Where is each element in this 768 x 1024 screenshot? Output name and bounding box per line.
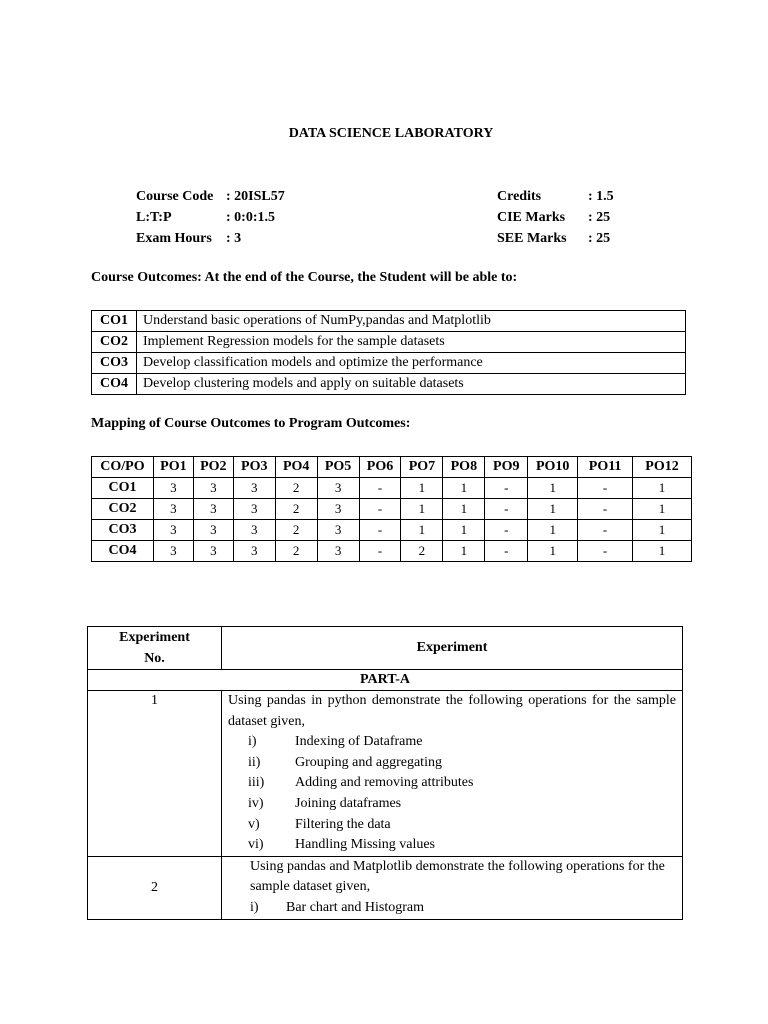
experiments-table (87, 626, 683, 920)
header-line: Experiment (119, 630, 190, 645)
table-header-row (92, 457, 692, 478)
co-po-mapping-table (91, 456, 692, 562)
table-cell: 1 (633, 499, 692, 520)
column-header: PO10 (528, 457, 578, 478)
table-cell: - (485, 520, 528, 541)
table-row (92, 353, 686, 374)
table-cell: - (485, 541, 528, 562)
table-cell: 1 (443, 520, 485, 541)
experiment-no-header (88, 627, 222, 670)
part-a-label: PART-A (88, 670, 683, 691)
table-row (92, 541, 692, 562)
item-text: Filtering the data (295, 816, 391, 832)
table-cell: 1 (633, 478, 692, 499)
table-cell: - (578, 499, 633, 520)
experiment-intro: Using pandas in python demonstrate the following operations for the sample dataset given, (228, 693, 676, 729)
column-header: PO7 (401, 457, 443, 478)
table-cell: 3 (317, 478, 359, 499)
table-cell: 3 (233, 499, 275, 520)
table-row (88, 856, 683, 919)
experiment-description (222, 856, 683, 919)
list-item (228, 815, 676, 836)
table-cell: 3 (233, 541, 275, 562)
table-cell: 2 (275, 499, 317, 520)
table-cell: 3 (153, 478, 193, 499)
table-row (88, 691, 683, 857)
co-code: CO3 (92, 353, 137, 374)
item-text: Handling Missing values (295, 837, 435, 853)
ltp-row (136, 207, 285, 228)
column-header: PO8 (443, 457, 485, 478)
table-cell: 3 (193, 499, 233, 520)
table-row (92, 311, 686, 332)
table-row (92, 499, 692, 520)
table-cell: 1 (443, 478, 485, 499)
table-cell: 3 (153, 499, 193, 520)
list-item (228, 794, 676, 815)
info-value: : 20ISL57 (226, 189, 285, 204)
item-numeral: vi) (248, 837, 264, 853)
row-header: CO4 (92, 541, 154, 562)
mapping-heading: Mapping of Course Outcomes to Program Outcomes: (91, 416, 411, 431)
table-cell: 3 (233, 478, 275, 499)
table-cell: 3 (153, 520, 193, 541)
experiment-number: 1 (88, 691, 222, 857)
column-header: PO6 (359, 457, 401, 478)
co-code: CO1 (92, 311, 137, 332)
info-label: Course Code (136, 189, 214, 204)
experiment-2-text (222, 857, 682, 919)
item-numeral: iii) (248, 775, 265, 791)
row-header: CO2 (92, 499, 154, 520)
list-item (228, 732, 676, 753)
info-value: : 25 (588, 210, 611, 225)
table-cell: 1 (443, 499, 485, 520)
table-row (92, 478, 692, 499)
table-cell: 1 (528, 478, 578, 499)
exam-hours-row (136, 228, 285, 249)
info-value: : 0:0:1.5 (226, 210, 275, 225)
co-description: Develop clustering models and apply on suitable datasets (137, 374, 686, 395)
table-cell: - (578, 478, 633, 499)
co-code: CO2 (92, 332, 137, 353)
info-value: : 1.5 (588, 189, 614, 204)
credits-row (497, 186, 614, 207)
table-cell: - (359, 520, 401, 541)
experiment-intro: Using pandas and Matplotlib demonstrate the following operations for the sample dataset given, (250, 858, 665, 895)
item-numeral: v) (248, 816, 260, 832)
column-header: PO2 (193, 457, 233, 478)
info-label: Exam Hours (136, 231, 212, 246)
table-cell: 1 (401, 520, 443, 541)
table-cell: 3 (317, 520, 359, 541)
table-cell: 3 (233, 520, 275, 541)
list-item (228, 773, 676, 794)
course-info-left (136, 186, 285, 249)
table-cell: 2 (275, 478, 317, 499)
co-description: Implement Regression models for the sample datasets (137, 332, 686, 353)
table-cell: 3 (317, 499, 359, 520)
list-item (250, 898, 676, 919)
table-cell: 3 (317, 541, 359, 562)
cie-marks-row (497, 207, 614, 228)
header-line: No. (144, 651, 165, 666)
experiment-1-text (222, 691, 682, 856)
item-text: Grouping and aggregating (295, 754, 442, 770)
see-marks-row (497, 228, 614, 249)
table-row (92, 374, 686, 395)
table-cell: 3 (193, 541, 233, 562)
info-label: Credits (497, 189, 542, 204)
table-cell: 1 (633, 541, 692, 562)
column-header: CO/PO (92, 457, 154, 478)
experiment-header: Experiment (222, 627, 683, 670)
table-row (92, 332, 686, 353)
table-cell: 1 (633, 520, 692, 541)
table-cell: 3 (193, 520, 233, 541)
info-label: CIE Marks (497, 210, 566, 225)
course-info-right (497, 186, 614, 249)
part-row (88, 670, 683, 691)
document-title: DATA SCIENCE LABORATORY (288, 126, 494, 141)
experiment-description (222, 691, 683, 857)
info-value: : 3 (226, 231, 242, 246)
column-header: PO9 (485, 457, 528, 478)
item-text: Indexing of Dataframe (295, 734, 423, 750)
co-description: Develop classification models and optimize the performance (137, 353, 686, 374)
course-code-row (136, 186, 285, 207)
experiment-number: 2 (88, 856, 222, 919)
table-cell: 2 (401, 541, 443, 562)
table-cell: 2 (275, 520, 317, 541)
column-header: PO12 (633, 457, 692, 478)
table-cell: - (359, 499, 401, 520)
table-cell: 3 (193, 478, 233, 499)
item-text: Bar chart and Histogram (286, 899, 425, 915)
info-label: L:T:P (136, 210, 172, 225)
item-numeral: i) (250, 899, 259, 915)
course-outcomes-heading: Course Outcomes: At the end of the Course, the Student will be able to: (91, 270, 518, 285)
item-numeral: i) (248, 734, 257, 750)
table-cell: 3 (153, 541, 193, 562)
list-item (228, 835, 676, 856)
table-header-row (88, 627, 683, 670)
table-cell: - (359, 541, 401, 562)
column-header: PO4 (275, 457, 317, 478)
table-row (92, 520, 692, 541)
column-header: PO1 (153, 457, 193, 478)
table-cell: - (485, 478, 528, 499)
table-cell: 1 (401, 499, 443, 520)
column-header: PO5 (317, 457, 359, 478)
list-item (228, 753, 676, 774)
table-cell: - (359, 478, 401, 499)
table-cell: 1 (528, 520, 578, 541)
table-cell: 1 (443, 541, 485, 562)
co-code: CO4 (92, 374, 137, 395)
co-description: Understand basic operations of NumPy,pandas and Matplotlib (137, 311, 686, 332)
table-cell: 1 (528, 541, 578, 562)
column-header: PO11 (578, 457, 633, 478)
item-text: Adding and removing attributes (295, 775, 474, 791)
course-outcomes-table (91, 310, 686, 395)
table-cell: 1 (401, 478, 443, 499)
item-text: Joining dataframes (295, 795, 402, 811)
row-header: CO1 (92, 478, 154, 499)
row-header: CO3 (92, 520, 154, 541)
table-cell: - (485, 499, 528, 520)
item-numeral: ii) (248, 754, 261, 770)
table-cell: 2 (275, 541, 317, 562)
table-cell: - (578, 520, 633, 541)
column-header: PO3 (233, 457, 275, 478)
table-cell: - (578, 541, 633, 562)
info-label: SEE Marks (497, 231, 567, 246)
table-cell: 1 (528, 499, 578, 520)
item-numeral: iv) (248, 795, 264, 811)
info-value: : 25 (588, 231, 611, 246)
